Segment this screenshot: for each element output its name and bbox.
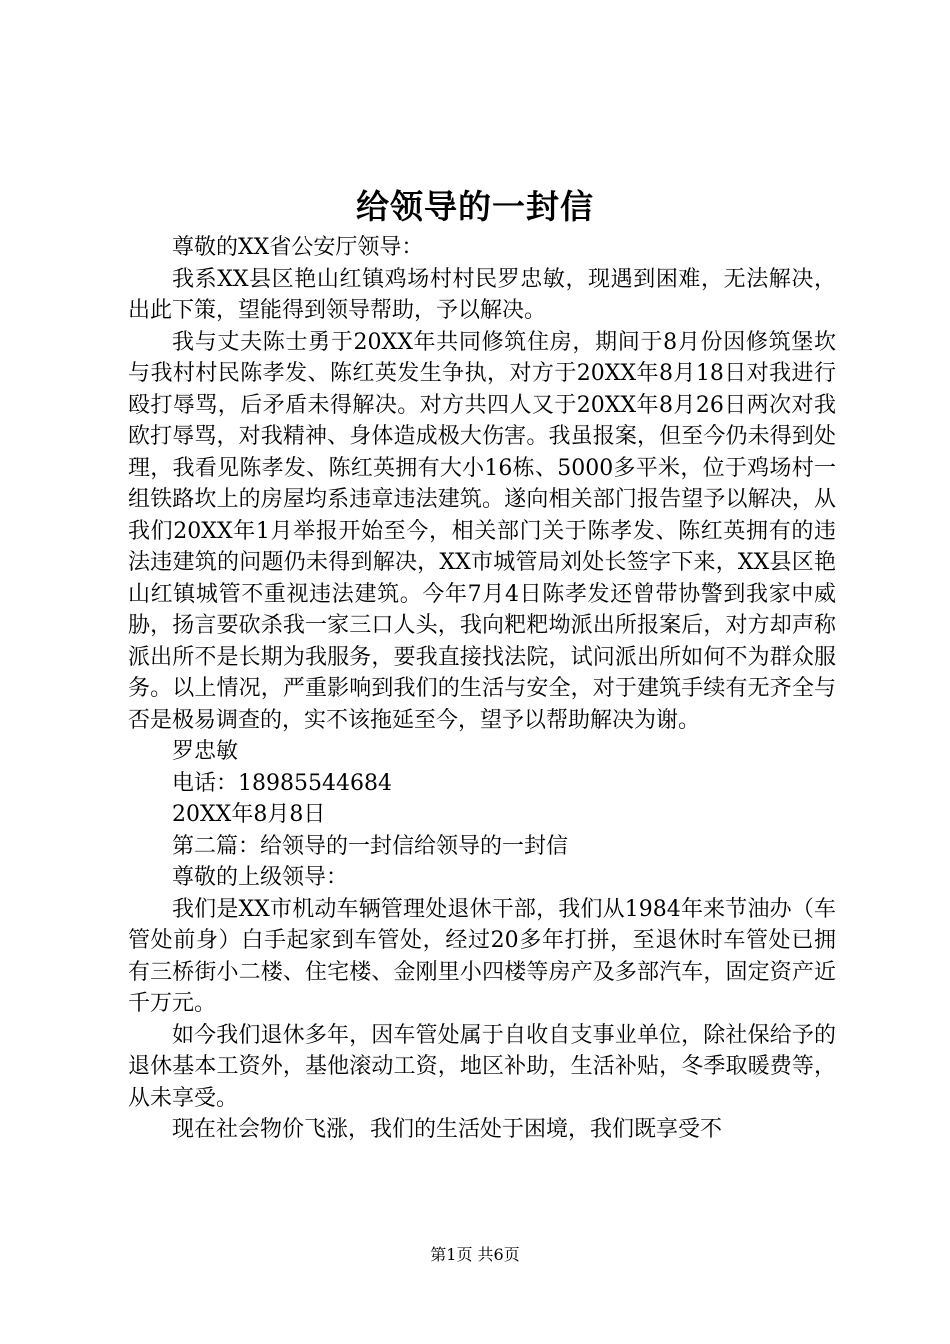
signature-name: 罗忠敏	[172, 739, 239, 764]
paragraph-2-3: 现在社会物价飞涨，我们的生活处于困境，我们既享受不	[172, 1117, 723, 1142]
signature-phone: 电话：18985544684	[172, 770, 392, 796]
section-heading: 第二篇：给领导的一封信给领导的一封信	[172, 833, 569, 859]
salutation-2: 尊敬的上级领导：	[172, 865, 349, 890]
document-body	[128, 232, 836, 1146]
document-title: 给领导的一封信	[356, 187, 594, 226]
salutation: 尊敬的XX省公安厅领导：	[172, 235, 424, 260]
page-number-footer: 第1页 共6页	[430, 1245, 520, 1264]
paragraph-2-2: 如今我们退休多年，因车管处属于自收自支事业单位，除社保给予的退休基本工资外，基他滚动工资，地区补助，生活补贴，冬季取暖费等，从未享受。	[128, 1022, 836, 1111]
paragraph-main: 我与丈夫陈士勇于20XX年共同修筑住房，期间于8月份因修筑堡坎与我村村民陈孝发、陈红英发生争执，对方于20XX年8月18日对我进行殴打辱骂，后矛盾未得解决。对方共四人又于20XX年8月26日两次对我欧打辱骂，对我精神、身体造成极大伤害。我虽报案，但至今仍未得到处理，我看见陈孝发、陈红英拥有大小16栋、5000多平米，位于鸡场村一组铁路坎上的房屋均系违章违法建筑。遂向相关部门报告望予以解决，从我们20XX年1月举报开始至今，相关部门关于陈孝发、陈红英拥有的违法违建筑的问题仍未得到解决，XX市城管局刘处长签字下来，XX县区艳山红镇城管不重视违法建筑。今年7月4日陈孝发还曾带协警到我家中威胁，扬言要砍杀我一家三口人头，我向粑粑坳派出所报案后，对方却声称派出所不是长期为我服务，要我直接找法院，试问派出所如何不为群众服务。以上情况，严重影响到我们的生活与安全，对于建筑手续有无齐全与否是极易调查的，实不该拖延至今，望予以帮助解决为谢。	[128, 329, 836, 733]
paragraph-2-1: 我们是XX市机动车辆管理处退休干部，我们从1984年来节油办（车管处前身）白手起家到车管处，经过20多年打拼，至退休时车管处已拥有三桥街小二楼、住宅楼、金刚里小四楼等房产及多部汽车，固定资产近千万元。	[128, 896, 836, 1016]
signature-date: 20XX年8月8日	[172, 802, 326, 827]
paragraph-intro: 我系XX县区艳山红镇鸡场村村民罗忠敏，现遇到困难，无法解决，出此下策，望能得到领导帮助，予以解决。	[128, 266, 836, 323]
